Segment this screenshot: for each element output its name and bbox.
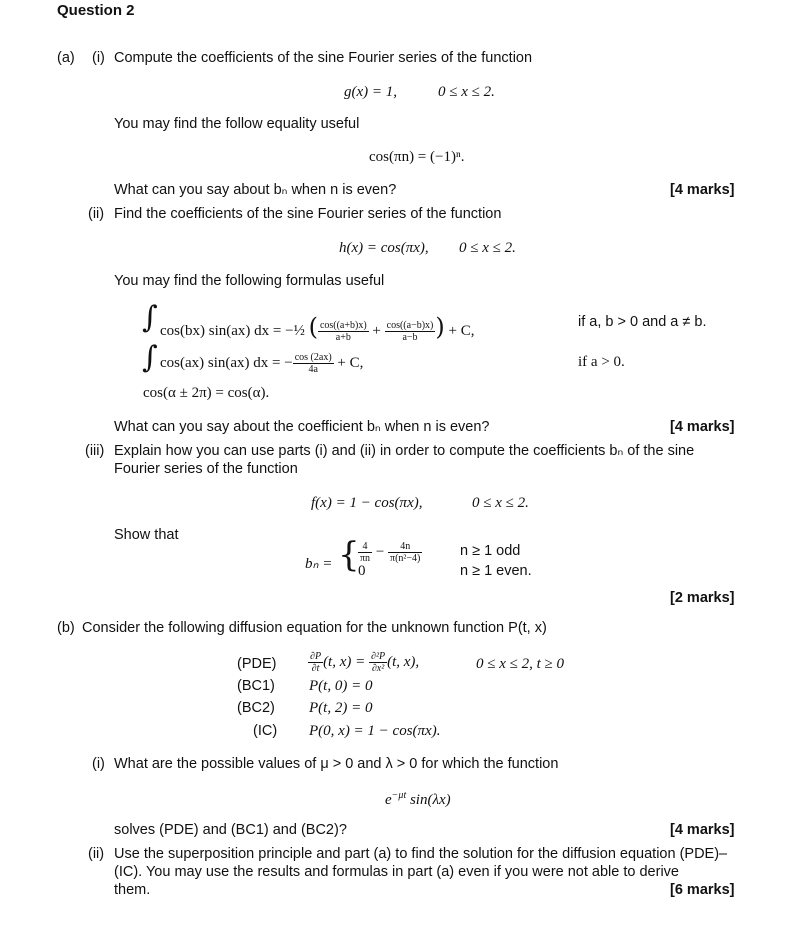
part-b-i-question: solves (PDE) and (BC1) and (BC2)?	[114, 822, 347, 838]
ic-label: (IC)	[253, 723, 278, 739]
part-a-ii-text: Find the coefficients of the sine Fourier series of the function	[114, 206, 502, 222]
part-a-i-label: (i)	[92, 50, 105, 66]
bc2-label: (BC2)	[237, 700, 275, 716]
part-b-ii-text-2: (IC). You may use the results and formulas in part (a) even if you were not able to derive	[114, 864, 679, 880]
part-b-ii-text-3: them.	[114, 882, 151, 898]
part-b-i-marks: [4 marks]	[670, 822, 735, 838]
formula-3: cos(α ± 2π) = cos(α).	[143, 385, 270, 401]
equation-cos-pin: cos(πn) = (−1)ⁿ.	[369, 149, 465, 165]
bn-lhs: bₙ =	[305, 556, 333, 572]
pde-lhs-frac: $\frac{\partial P}{\partial t}$	[310, 651, 322, 674]
close-paren-icon: )	[435, 313, 445, 341]
equation-g: g(x) = 1,	[344, 84, 398, 100]
bn-case-1-frac-2: $\frac{4n}{\text{π(n²−4)}}$	[390, 541, 421, 564]
equation-f-domain: 0 ≤ x ≤ 2.	[472, 495, 529, 511]
part-a-i-question: What can you say about bₙ when n is even?	[114, 182, 397, 198]
part-b-i-label: (i)	[92, 756, 105, 772]
part-a-iii-text-2: Fourier series of the function	[114, 461, 298, 477]
open-paren-icon: (	[308, 313, 318, 341]
left-brace-icon: {	[338, 535, 360, 575]
formula-2-tail: + C,	[337, 354, 364, 371]
part-b-i-text: What are the possible values of μ > 0 and λ > 0 for which the function	[114, 756, 559, 772]
part-b-text: Consider the following diffusion equation for the unknown function P(t, x)	[82, 620, 547, 636]
formula-1: cos(bx) sin(ax) dx = −½ ( $\frac{\cos((a+b)x)}{a+b}$ + $\frac{\cos((a-b)x)}{a-b}$ ) + C,	[160, 313, 475, 344]
equation-g-domain: 0 ≤ x ≤ 2.	[438, 84, 495, 100]
pde-rhs-frac: $\frac{\text{∂²P}}{\text{∂x²}}$	[371, 651, 386, 674]
ic-equation: P(0, x) = 1 − cos(πx).	[309, 723, 441, 739]
pde-label: (PDE)	[237, 656, 277, 672]
formula-1-condition: if a, b > 0 and a ≠ b.	[578, 314, 707, 330]
part-a-iii-show: Show that	[114, 527, 179, 543]
bn-case-2-condition: n ≥ 1 even.	[460, 563, 532, 579]
equation-f: f(x) = 1 − cos(πx),	[311, 495, 423, 511]
formula-2-lhs: cos(ax) sin(ax) dx = −	[160, 354, 293, 371]
bn-case-1-condition: n ≥ 1 odd	[460, 543, 521, 559]
bc1-equation: P(t, 0) = 0	[309, 678, 373, 694]
part-a-ii-hint: You may find the following formulas useful	[114, 273, 385, 289]
formula-2-condition: if a > 0.	[578, 354, 625, 370]
pde-domain: 0 ≤ x ≤ 2, t ≥ 0	[476, 656, 565, 672]
part-a-iii-marks: [2 marks]	[670, 590, 735, 606]
part-a-label: (a)	[57, 50, 75, 66]
part-b-ii-marks: [6 marks]	[670, 882, 735, 898]
bc2-equation: P(t, 2) = 0	[309, 700, 373, 716]
bn-case-2-value: 0	[358, 563, 366, 579]
part-a-ii-label: (ii)	[88, 206, 105, 222]
equation-h-domain: 0 ≤ x ≤ 2.	[459, 240, 516, 256]
bc1-label: (BC1)	[237, 678, 275, 694]
formula-1-frac-1: $\frac{\cos((a+b)x)}{a+b}$	[319, 320, 367, 344]
part-b-i-function: $e^{-\mu t}$ sin(λx)	[385, 790, 451, 808]
part-a-ii-question: What can you say about the coefficient bₙ when n is even?	[114, 419, 490, 435]
formula-1-frac-2: $\frac{\cos((a-b)x)}{a-b}$	[386, 320, 434, 344]
part-a-ii-marks: [4 marks]	[670, 419, 735, 435]
formula-2	[160, 352, 363, 375]
integral-sign-2: ∫	[142, 340, 158, 375]
part-a-iii-text-1: Explain how you can use parts (i) and (ii) in order to compute the coefficients bₙ of the sine	[114, 443, 695, 459]
part-b-ii-text-1: Use the superposition principle and part (a) to find the solution for the diffusion equation (PDE)–	[114, 846, 728, 862]
part-a-i-marks: [4 marks]	[670, 182, 735, 198]
pde-equation: $\frac{\partial P}{\partial t}$ (t, x) = $\frac{\text{∂²P}}{\text{∂x²}}$ (t, x),	[310, 651, 420, 674]
formula-1-tail: + C,	[448, 323, 475, 339]
formula-1-half: ½	[293, 323, 305, 339]
formula-2-frac: $\frac{\cos (2ax)}{4a}$	[294, 352, 332, 375]
equation-h: h(x) = cos(πx),	[339, 240, 429, 256]
bn-case-1-frac-1: $\frac{4}{\pi n}$	[360, 541, 371, 564]
formula-1-lhs: cos(bx) sin(ax) dx = −	[160, 323, 294, 339]
question-title: Question 2	[57, 2, 135, 19]
bn-case-1-value: $\frac{4}{\pi n}$ − $\frac{4n}{\text{π(n²−4)}}$	[360, 541, 421, 564]
part-b-ii-label: (ii)	[88, 846, 105, 862]
part-b-label: (b)	[57, 620, 75, 636]
integral-sign-1: ∫	[142, 300, 158, 335]
part-a-i-hint: You may find the follow equality useful	[114, 116, 360, 132]
part-a-iii-label: (iii)	[85, 443, 105, 459]
part-a-i-text: Compute the coefficients of the sine Fourier series of the function	[114, 50, 533, 66]
